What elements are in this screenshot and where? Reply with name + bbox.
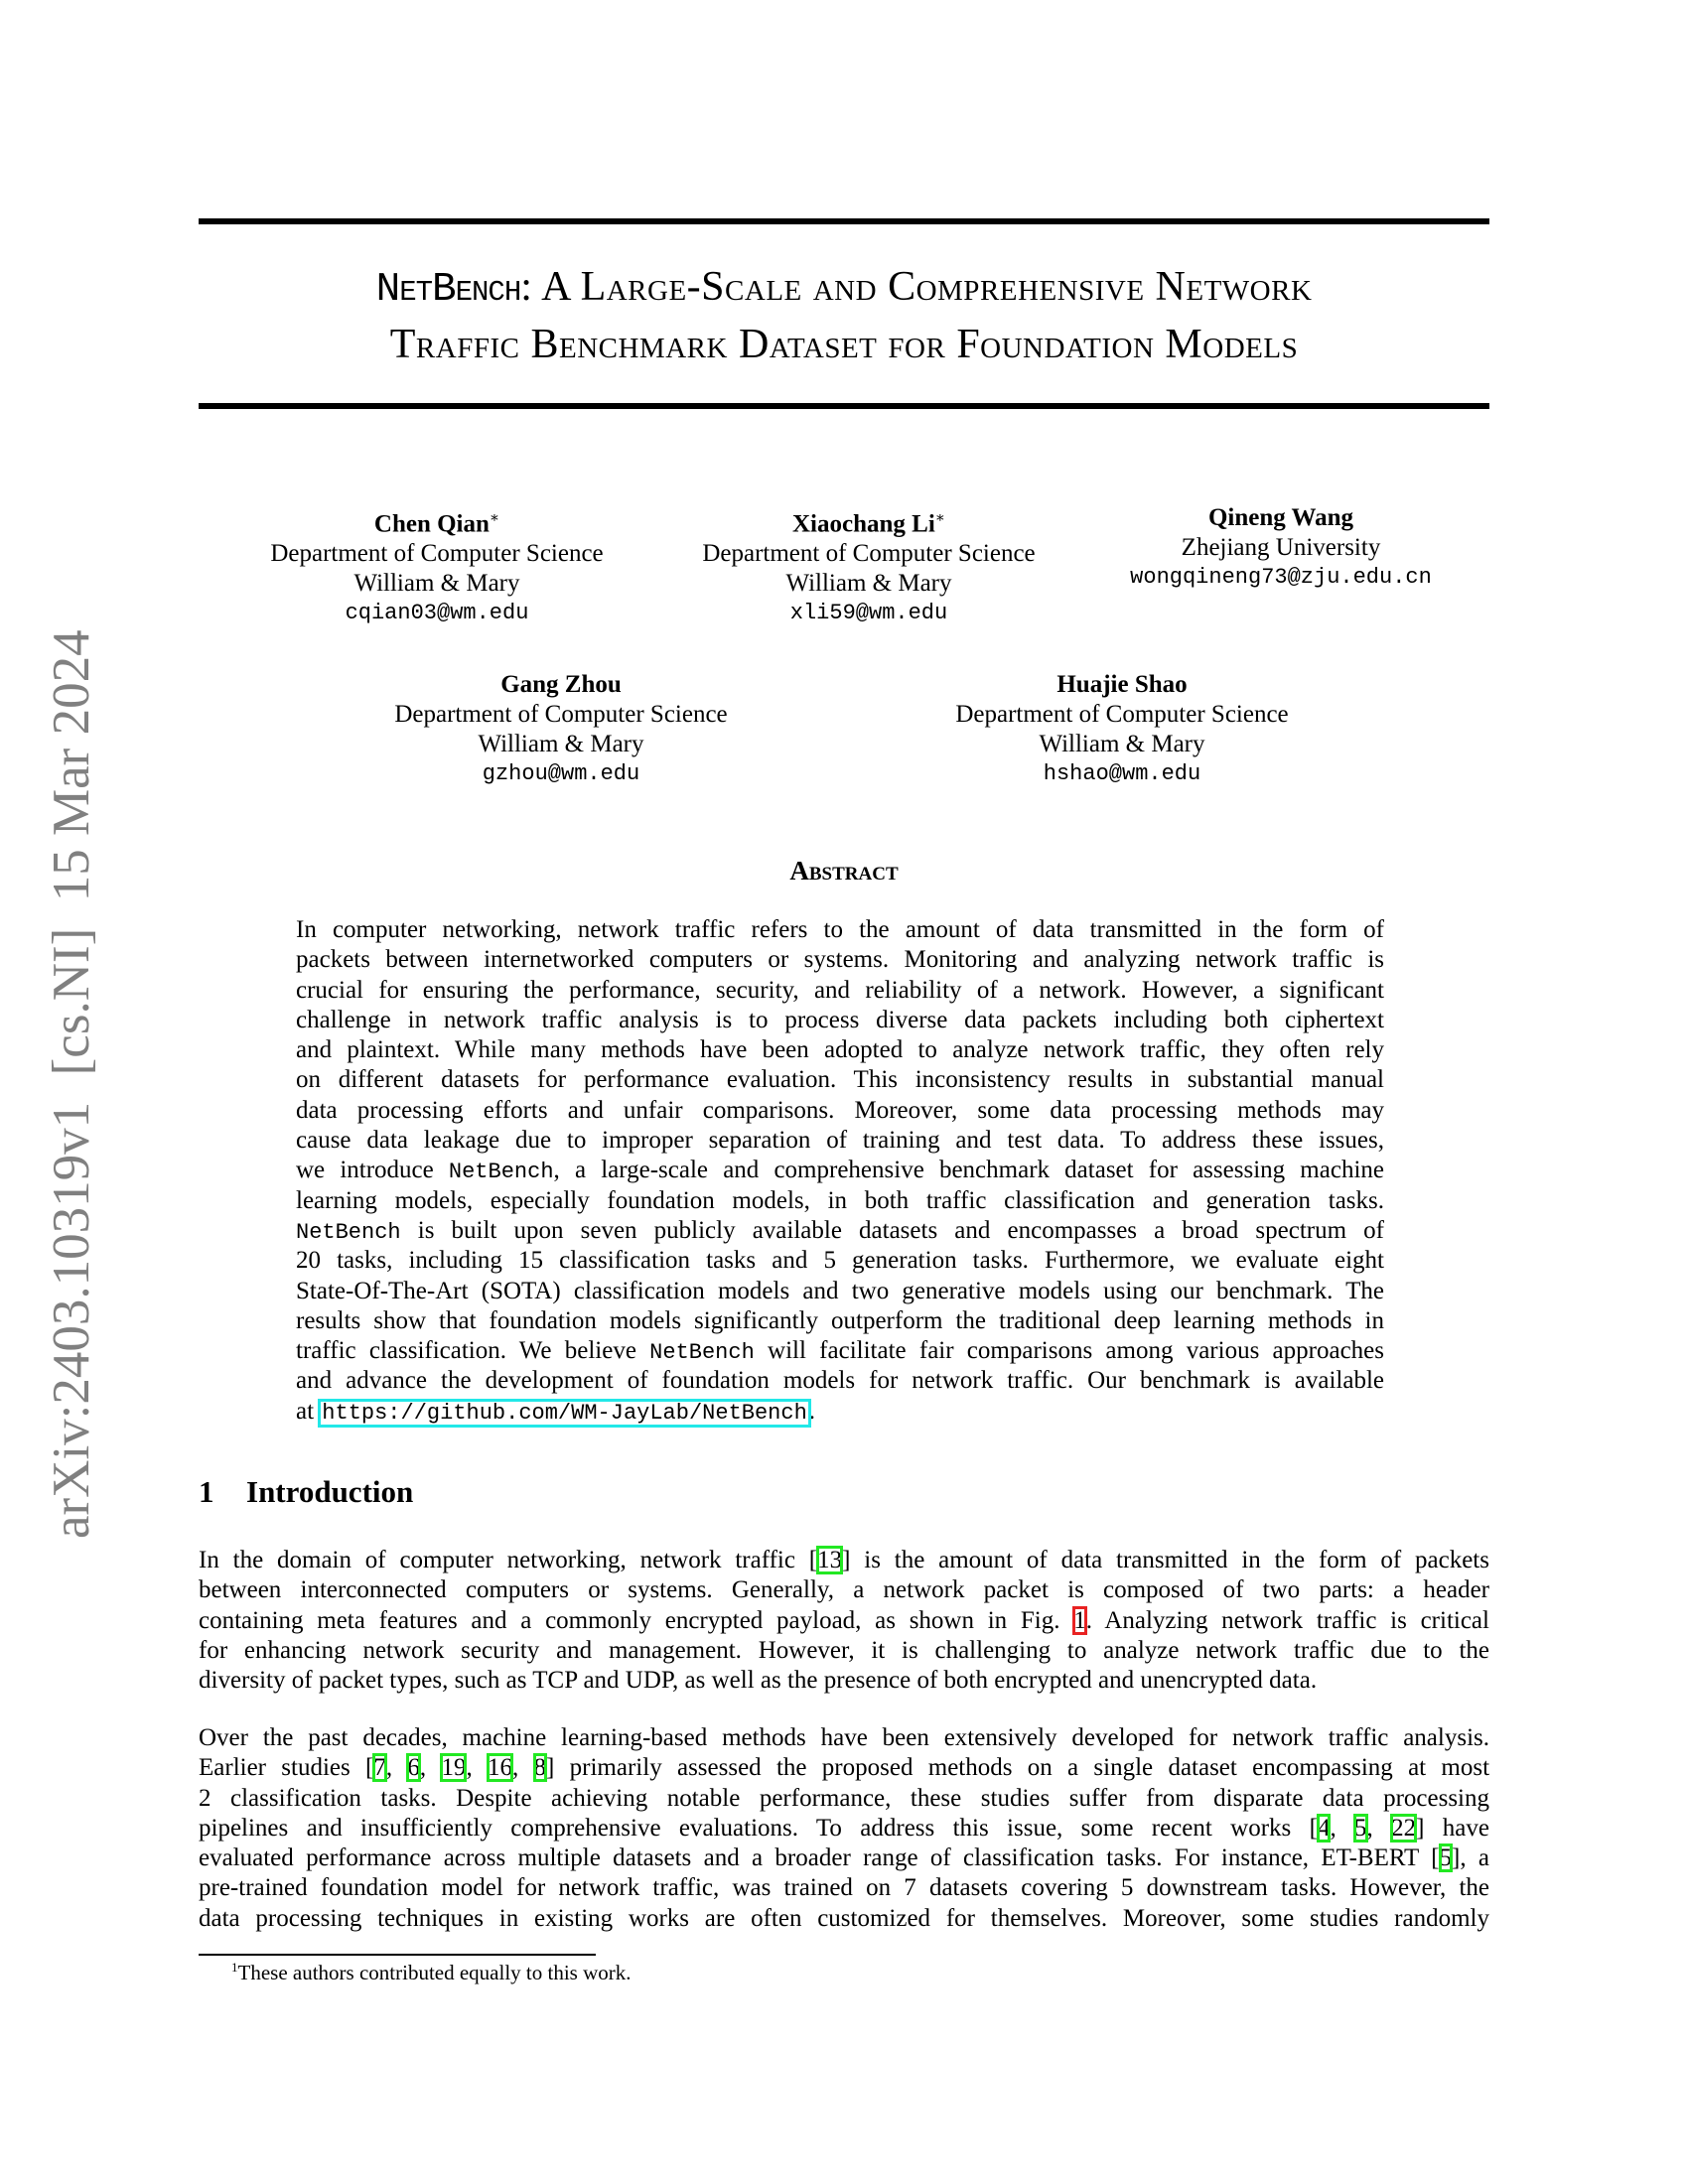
author-email[interactable]: wongqineng73@zju.edu.cn bbox=[1130, 565, 1432, 590]
citation-link[interactable]: 16 bbox=[488, 1754, 512, 1782]
citation-link[interactable]: 19 bbox=[441, 1754, 467, 1782]
author-block: Huajie Shao Department of Computer Science William & Mary hshao@wm.edu bbox=[914, 670, 1331, 789]
title-netbench: NetBench bbox=[375, 267, 521, 313]
footnote: $^1$These authors contributed equally to this work. bbox=[231, 1960, 632, 1984]
figure-ref-link[interactable]: 1 bbox=[1073, 1606, 1086, 1634]
author-block: Xiaochang Li∗ Department of Computer Science William & Mary xli59@wm.edu bbox=[660, 503, 1077, 628]
footnote-rule bbox=[199, 1954, 596, 1956]
intro-paragraph-2: Over the past decades, machine learning-based methods have been extensively developed for network traffic analysis. Earlier studies [7, 6, 19, 16, 8] primarily assessed the proposed methods on a single dataset encompassing at most 2 classification tasks. Despite achieving notable performance, these studies suffer from disparate data processing pipelines and insufficiently comprehensive evaluations. To address this issue, some recent works [4, 5, 22] have evaluated performance across multiple datasets and a broader range of classification tasks. For instance, ET-BERT [5], a pre-trained foundation model for network traffic, was trained on 7 datasets covering 5 downstream tasks. However, the data processing techniques in existing works are often customized for themselves. Moreover, some studies randomly bbox=[199, 1724, 1490, 1932]
author-block: Chen Qian∗ Department of Computer Science William & Mary cqian03@wm.edu bbox=[228, 503, 645, 628]
section-heading-introduction: 1 Introduction bbox=[199, 1474, 414, 1509]
arxiv-identifier-stamp: arXiv:2403.10319v1 [cs.NI] 15 Mar 2024 bbox=[43, 629, 100, 1539]
abstract-heading: Abstract bbox=[789, 856, 899, 886]
author-email[interactable]: hshao@wm.edu bbox=[1043, 761, 1201, 786]
citation-link[interactable]: 5 bbox=[1354, 1814, 1367, 1842]
github-link[interactable]: https://github.com/WM-JayLab/NetBench bbox=[322, 1400, 807, 1426]
paper-title: NetBench: A Large-Scale and Comprehensive Network Traffic Benchmark Dataset for Foundation Models bbox=[375, 264, 1313, 367]
citation-link[interactable]: 6 bbox=[407, 1754, 420, 1782]
author-email[interactable]: xli59@wm.edu bbox=[789, 601, 948, 626]
citation-link[interactable]: 4 bbox=[1317, 1814, 1331, 1842]
intro-paragraph-1: In the domain of computer networking, network traffic [13] is the amount of data transmitted in the form of packets between interconnected computers or systems. Generally, a network packet is composed of two parts: a header containing meta features and a commonly encrypted payload, as shown in Fig. 1. Analyzing network traffic is critical for enhancing network security and management. However, it is challenging to analyze network traffic due to the diversity of packet types, such as TCP and UDP, as well as the presence of both encrypted and unencrypted data. bbox=[199, 1547, 1489, 1695]
citation-link[interactable]: 8 bbox=[533, 1754, 547, 1782]
citation-link[interactable]: 7 bbox=[373, 1754, 386, 1782]
citation-link[interactable]: 13 bbox=[817, 1547, 843, 1573]
title-top-rule bbox=[199, 218, 1489, 224]
author-email[interactable]: gzhou@wm.edu bbox=[482, 761, 640, 786]
author-email[interactable]: cqian03@wm.edu bbox=[345, 601, 529, 626]
title-bottom-rule bbox=[199, 403, 1489, 409]
abstract-body: In computer networking, network traffic refers to the amount of data transmitted in the form of packets between internetworked computers or systems. Monitoring and analyzing network traffic is crucial for ensuring the performance, security, and reliability of a network. However, a significant challenge in network traffic analysis is to process diverse data packets including both ciphertext and plaintext. While many methods have been adopted to analyze network traffic, they often rely on different datasets for performance evaluation. This inconsistency results in substantial manual data processing efforts and unfair comparisons. Moreover, some data processing methods may cause data leakage due to improper separation of training and test data. To address these issues, we introduce NetBench, a large-scale and comprehensive benchmark dataset for assessing machine learning models, especially foundation models, in both traffic classification and generation tasks. NetBench is built upon seven publicly available datasets and encompasses a broad spectrum of 20 tasks, including 15 classification tasks and 5 generation tasks. Furthermore, we evaluate eight State-Of-The-Art (SOTA) classification models and two generative models using our benchmark. The results show that foundation models significantly outperform the traditional deep learning methods in traffic classification. We believe NetBench will facilitate fair comparisons among various approaches and advance the development of foundation models for network traffic. Our benchmark is available at https://github.com/WM-JayLab/NetBench. bbox=[296, 916, 1384, 1426]
author-block: Gang Zhou Department of Computer Science William & Mary gzhou@wm.edu bbox=[352, 670, 770, 789]
citation-link[interactable]: 22 bbox=[1391, 1814, 1417, 1842]
author-block: Qineng Wang Zhejiang University wongqineng73@zju.edu.cn bbox=[1072, 503, 1489, 593]
citation-link[interactable]: 5 bbox=[1439, 1844, 1453, 1872]
